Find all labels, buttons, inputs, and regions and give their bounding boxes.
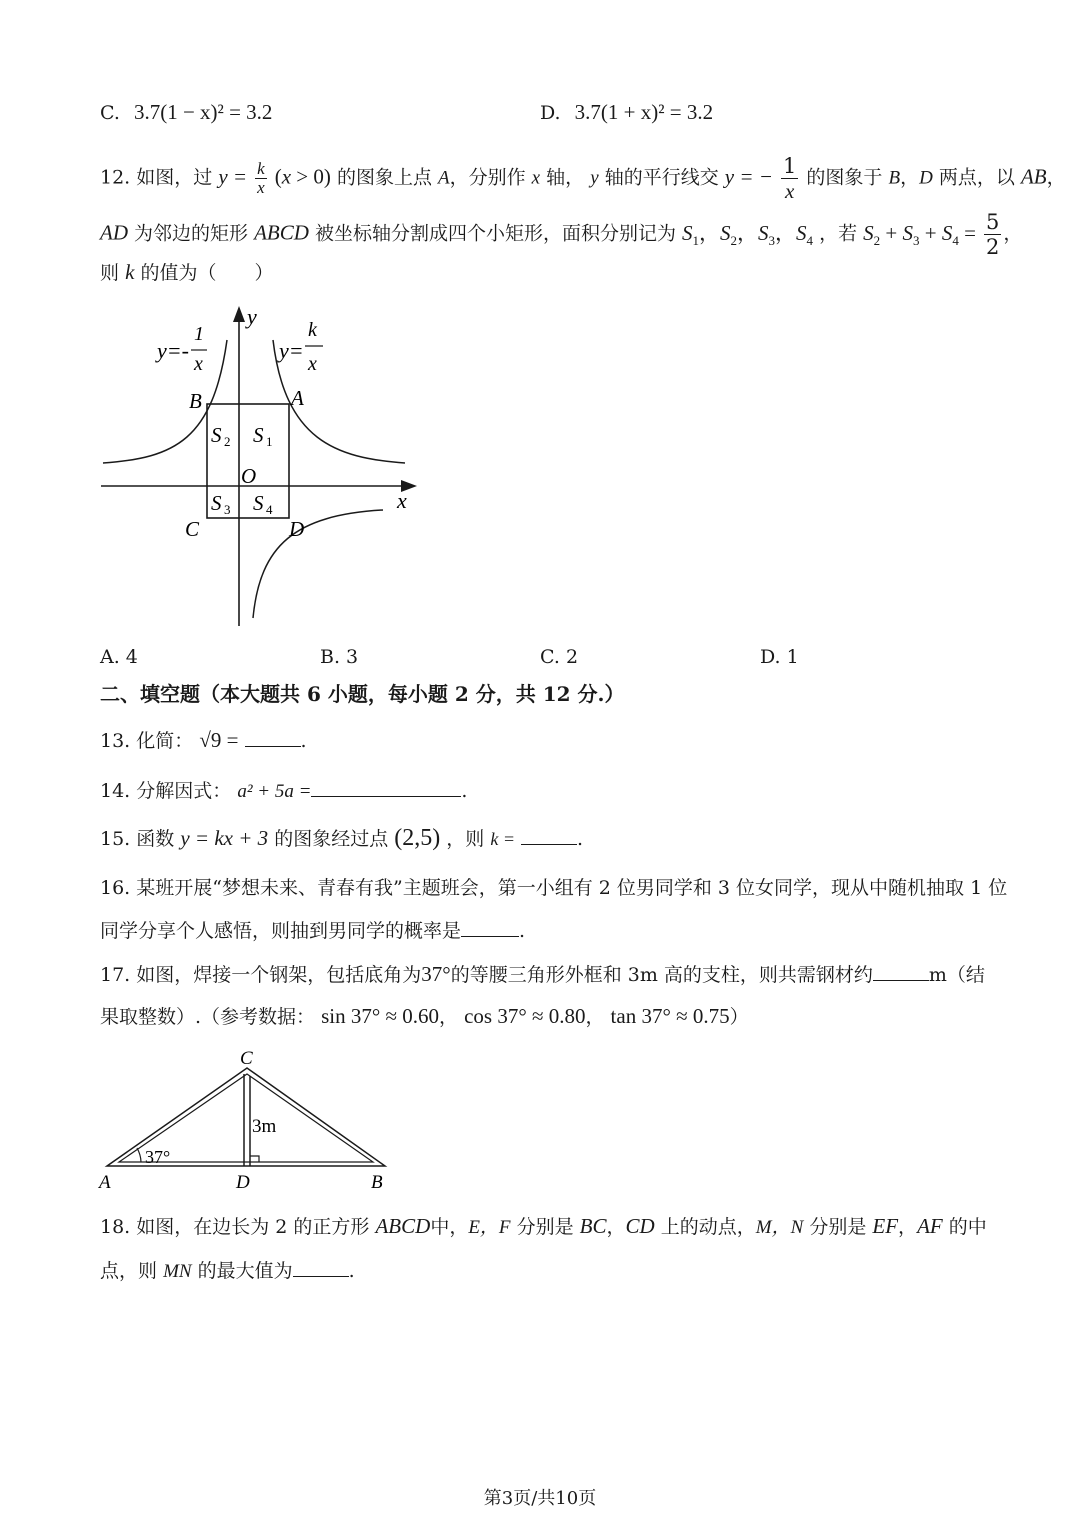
svg-text:y=: y= xyxy=(279,338,304,363)
q12-option-b: B. 3 xyxy=(320,646,359,668)
q17-line1: 17. 如图，焊接一个钢架，包括底角为37°的等腰三角形外框和 3m 高的支柱，则共需钢材约 m（结 xyxy=(100,962,985,986)
frac-k-over-x: $\frac{k}{x}$ xyxy=(257,159,265,197)
angle-arc xyxy=(137,1148,141,1162)
svg-text:3: 3 xyxy=(224,502,231,517)
section-2-title: 二、填空题（本大题共 6 小题，每小题 2 分，共 12 分.） xyxy=(100,682,625,706)
q18-line2: 点，则 MN 的最大值为 . xyxy=(100,1256,355,1286)
svg-text:2: 2 xyxy=(224,434,231,449)
frac-5-over-2: $\frac{5}{2}$ xyxy=(985,210,1000,259)
q18-line1: 18. 如图，在边长为 2 的正方形 ABCD中，E，F 分别是 BC，CD 上的动点，M，N 分别是 EF，AF 的中 xyxy=(100,1214,987,1238)
svg-text:D: D xyxy=(236,1172,250,1193)
svg-text:x: x xyxy=(194,353,203,375)
q12-line3: 则 k 的值为（ ） xyxy=(100,260,274,284)
svg-text:k: k xyxy=(308,319,317,341)
q15: 15. 函数 y = kx + 3 的图象经过点 (2,5) ，则 k = . xyxy=(100,825,584,851)
q14: 14. 分解因式： a² + 5a = . xyxy=(100,776,467,806)
q11-option-d: D. 3.7(1 + x)² = 3.2 xyxy=(540,100,714,124)
curve-right-lower xyxy=(253,510,383,618)
svg-text:D: D xyxy=(289,517,305,541)
svg-text:4: 4 xyxy=(266,502,273,517)
svg-text:A: A xyxy=(291,386,304,410)
svg-text:x: x xyxy=(397,488,407,513)
svg-text:37°: 37° xyxy=(145,1147,171,1167)
svg-text:1: 1 xyxy=(266,434,273,449)
y-axis-arrow-icon xyxy=(233,306,245,322)
q17-figure xyxy=(95,1040,405,1200)
q18-answer-blank xyxy=(293,1256,349,1277)
q11-option-c: C. 3.7(1 − x)² = 3.2 xyxy=(100,100,273,124)
svg-text:S: S xyxy=(253,491,264,515)
svg-text:S: S xyxy=(211,491,222,515)
q17-line2: 果取整数）.（参考数据： sin 37° ≈ 0.60， cos 37° ≈ 0.80， tan 37° ≈ 0.75） xyxy=(100,1004,749,1028)
svg-text:1: 1 xyxy=(194,323,204,345)
svg-text:B: B xyxy=(371,1172,383,1193)
q13: 13. 化简： √9 = . xyxy=(100,728,307,752)
q12-line1: 12. 如图，过 y = $\frac{k}{x}$ (x > 0) 的图象上点 A，分别作 x 轴， y 轴的平行线交 y = − $\frac{1}{x}$ 的图象于 B，D 两点，以 AB， xyxy=(100,154,1066,203)
q16-line1: 16. 某班开展“梦想未来、青春有我”主题班会，第一小组有 2 位男同学和 3 位女同学，现从中随机抽取 1 位 xyxy=(100,877,1008,899)
q14-answer-blank xyxy=(311,776,461,797)
q16-line2: 同学分享个人感悟，则抽到男同学的概率是 . xyxy=(100,916,525,945)
q13-answer-blank xyxy=(245,726,301,747)
svg-text:x: x xyxy=(308,353,317,375)
q11-option-c-expr: 3.7(1 − x)² = 3.2 xyxy=(133,100,273,124)
frac-1-over-x: $\frac{1}{x}$ xyxy=(782,154,797,203)
q17-answer-blank xyxy=(873,960,929,981)
q11-option-d-expr: 3.7(1 + x)² = 3.2 xyxy=(574,100,714,124)
q12-figure xyxy=(95,300,435,630)
svg-text:O: O xyxy=(241,464,257,488)
svg-text:y=-: y=- xyxy=(157,338,189,363)
svg-text:B: B xyxy=(189,389,202,413)
q16-answer-blank xyxy=(461,916,519,937)
q12-option-d: D. 1 xyxy=(760,646,799,668)
q12-option-a: A. 4 xyxy=(100,646,138,668)
svg-text:C: C xyxy=(185,517,200,541)
svg-text:y: y xyxy=(247,304,257,329)
svg-text:3m: 3m xyxy=(252,1116,277,1137)
svg-text:S: S xyxy=(253,423,264,447)
page-footer: 第3页/共10页 xyxy=(483,1488,597,1509)
right-angle-mark xyxy=(250,1156,259,1162)
q15-answer-blank xyxy=(521,824,577,845)
svg-text:C: C xyxy=(240,1048,253,1069)
q12-option-c: C. 2 xyxy=(540,646,579,668)
q12-line2: AD 为邻边的矩形 ABCD 被坐标轴分割成四个小矩形，面积分别记为 $S_1$，$S_2$，$S_3$，$S_4$ ，若 $S_2 + S_3 + S_4$ = $\frac{5}{2}$ ， xyxy=(100,210,1023,259)
svg-text:S: S xyxy=(211,423,222,447)
svg-text:A: A xyxy=(99,1172,111,1193)
